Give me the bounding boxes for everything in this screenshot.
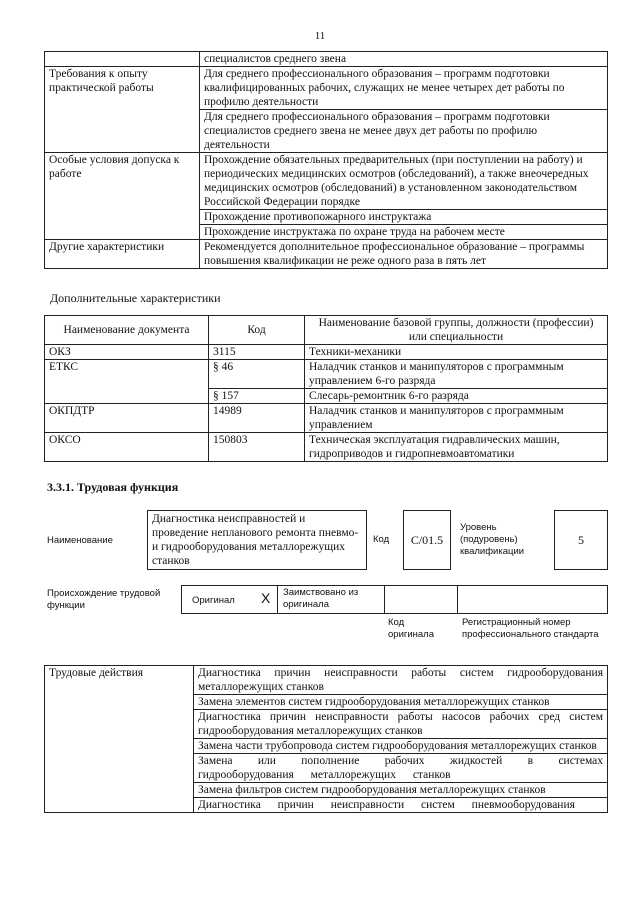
- table-row: [45, 666, 608, 695]
- action-item: Диагностика причин неисправности систем пневмооборудования: [194, 798, 608, 813]
- special-line-2: Прохождение противопожарного инструктажа: [200, 210, 608, 225]
- action-item: Замена элементов систем гидрооборудования металлорежущих станков: [194, 695, 608, 710]
- cell-doc: ЕТКС: [45, 360, 209, 404]
- level-value-box: 5: [554, 510, 608, 570]
- reg-number-caption: Регистрационный номер профессионального стандарта: [462, 617, 599, 640]
- table-row: [45, 153, 608, 210]
- level-label: Уровень (подуровень) квалификации: [460, 522, 525, 557]
- cell-code: § 157: [209, 389, 305, 404]
- header-code: Код: [209, 316, 305, 345]
- header-name: Наименование базовой группы, должности (профессии) или специальности: [305, 316, 608, 345]
- experience-line-2: Для среднего профессионального образования – программ подготовки специалистов среднего звена не менее двух дет работы по профилю деятельности: [200, 110, 608, 153]
- cell-code: § 46: [209, 360, 305, 389]
- divider: [384, 586, 385, 613]
- extra-characteristics-table: [44, 315, 608, 462]
- table-row: [45, 240, 608, 269]
- extra-characteristics-title: Дополнительные характеристики: [50, 291, 221, 305]
- cell-name: Техники-механики: [305, 345, 608, 360]
- cell-code: 3115: [209, 345, 305, 360]
- cell-name: Наладчик станков и манипуляторов с программным управлением: [305, 404, 608, 433]
- divider: [457, 586, 458, 613]
- code-label: Код: [373, 534, 390, 545]
- cell-doc: ОКСО: [45, 433, 209, 462]
- experience-line-1: Для среднего профессионального образования – программ подготовки квалифицированных рабочих, служащих не менее четырех дет работы по профилю деятельности: [200, 67, 608, 110]
- borrowed-label: Заимствовано из оригинала: [283, 587, 359, 610]
- function-heading: 3.3.1. Трудовая функция: [47, 480, 179, 494]
- other-text: Рекомендуется дополнительное профессиональное образование – программы повышения квалификации не реже одного раза в пять лет: [200, 240, 608, 269]
- table-row: [45, 67, 608, 110]
- cell-doc: ОКЗ: [45, 345, 209, 360]
- cell-name: Наладчик станков и манипуляторов с программным управлением 6-го разряда: [305, 360, 608, 389]
- cell-name: Техническая эксплуатация гидравлических машин, гидроприводов и гидропневмоавтоматики: [305, 433, 608, 462]
- labor-actions-table: [44, 665, 608, 813]
- requirements-table: [44, 51, 608, 269]
- continuation-text: специалистов среднего звена: [200, 52, 608, 67]
- action-item: Замена фильтров систем гидрооборудования металлорежущих станков: [194, 783, 608, 798]
- special-line-3: Прохождение инструктажа по охране труда на рабочем месте: [200, 225, 608, 240]
- function-name-box: Диагностика неисправностей и проведение непланового ремонта пневмо- и гидрооборудования металлорежущих станков: [147, 510, 367, 570]
- divider: [277, 586, 278, 613]
- origin-row: [181, 585, 608, 614]
- action-item: Замена части трубопровода систем гидрооборудования металлорежущих станков: [194, 739, 608, 754]
- function-code-box: С/01.5: [403, 510, 451, 570]
- cell-name: Слесарь-ремонтник 6-го разряда: [305, 389, 608, 404]
- action-item: Диагностика причин неисправности работы насосов рабочих сред систем гидрооборудования металлорежущих станков: [194, 710, 608, 739]
- action-item: Диагностика причин неисправности работы систем гидрооборудования металлорежущих станков: [194, 666, 608, 695]
- table-row: [45, 433, 608, 462]
- action-item: Замена или пополнение рабочих жидкостей в системах гидрооборудования металлорежущих станков: [194, 754, 608, 783]
- name-label: Наименование: [47, 535, 113, 546]
- cell-doc: ОКПДТР: [45, 404, 209, 433]
- code-original-caption: Код оригинала: [388, 617, 435, 640]
- cell-code: 150803: [209, 433, 305, 462]
- cell-code: 14989: [209, 404, 305, 433]
- other-label: Другие характеристики: [45, 240, 200, 269]
- actions-label: Трудовые действия: [45, 666, 194, 813]
- original-label: Оригинал: [192, 595, 235, 606]
- experience-label: Требования к опыту практической работы: [45, 67, 200, 153]
- table-row: [45, 52, 608, 67]
- special-line-1: Прохождение обязательных предварительных (при поступлении на работу) и периодических медицинских осмотров (обследований), а также внеочередных медицинских осмотров (обследований) в установленном законодательством Российской Федерации порядке: [200, 153, 608, 210]
- table-row: [45, 360, 608, 389]
- original-mark: X: [261, 590, 271, 606]
- table-header-row: [45, 316, 608, 345]
- table-row: [45, 404, 608, 433]
- special-conditions-label: Особые условия допуска к работе: [45, 153, 200, 240]
- origin-label: Происхождение трудовой функции: [47, 588, 161, 611]
- page-number: 11: [314, 30, 326, 42]
- header-doc: Наименование документа: [45, 316, 209, 345]
- table-row: [45, 345, 608, 360]
